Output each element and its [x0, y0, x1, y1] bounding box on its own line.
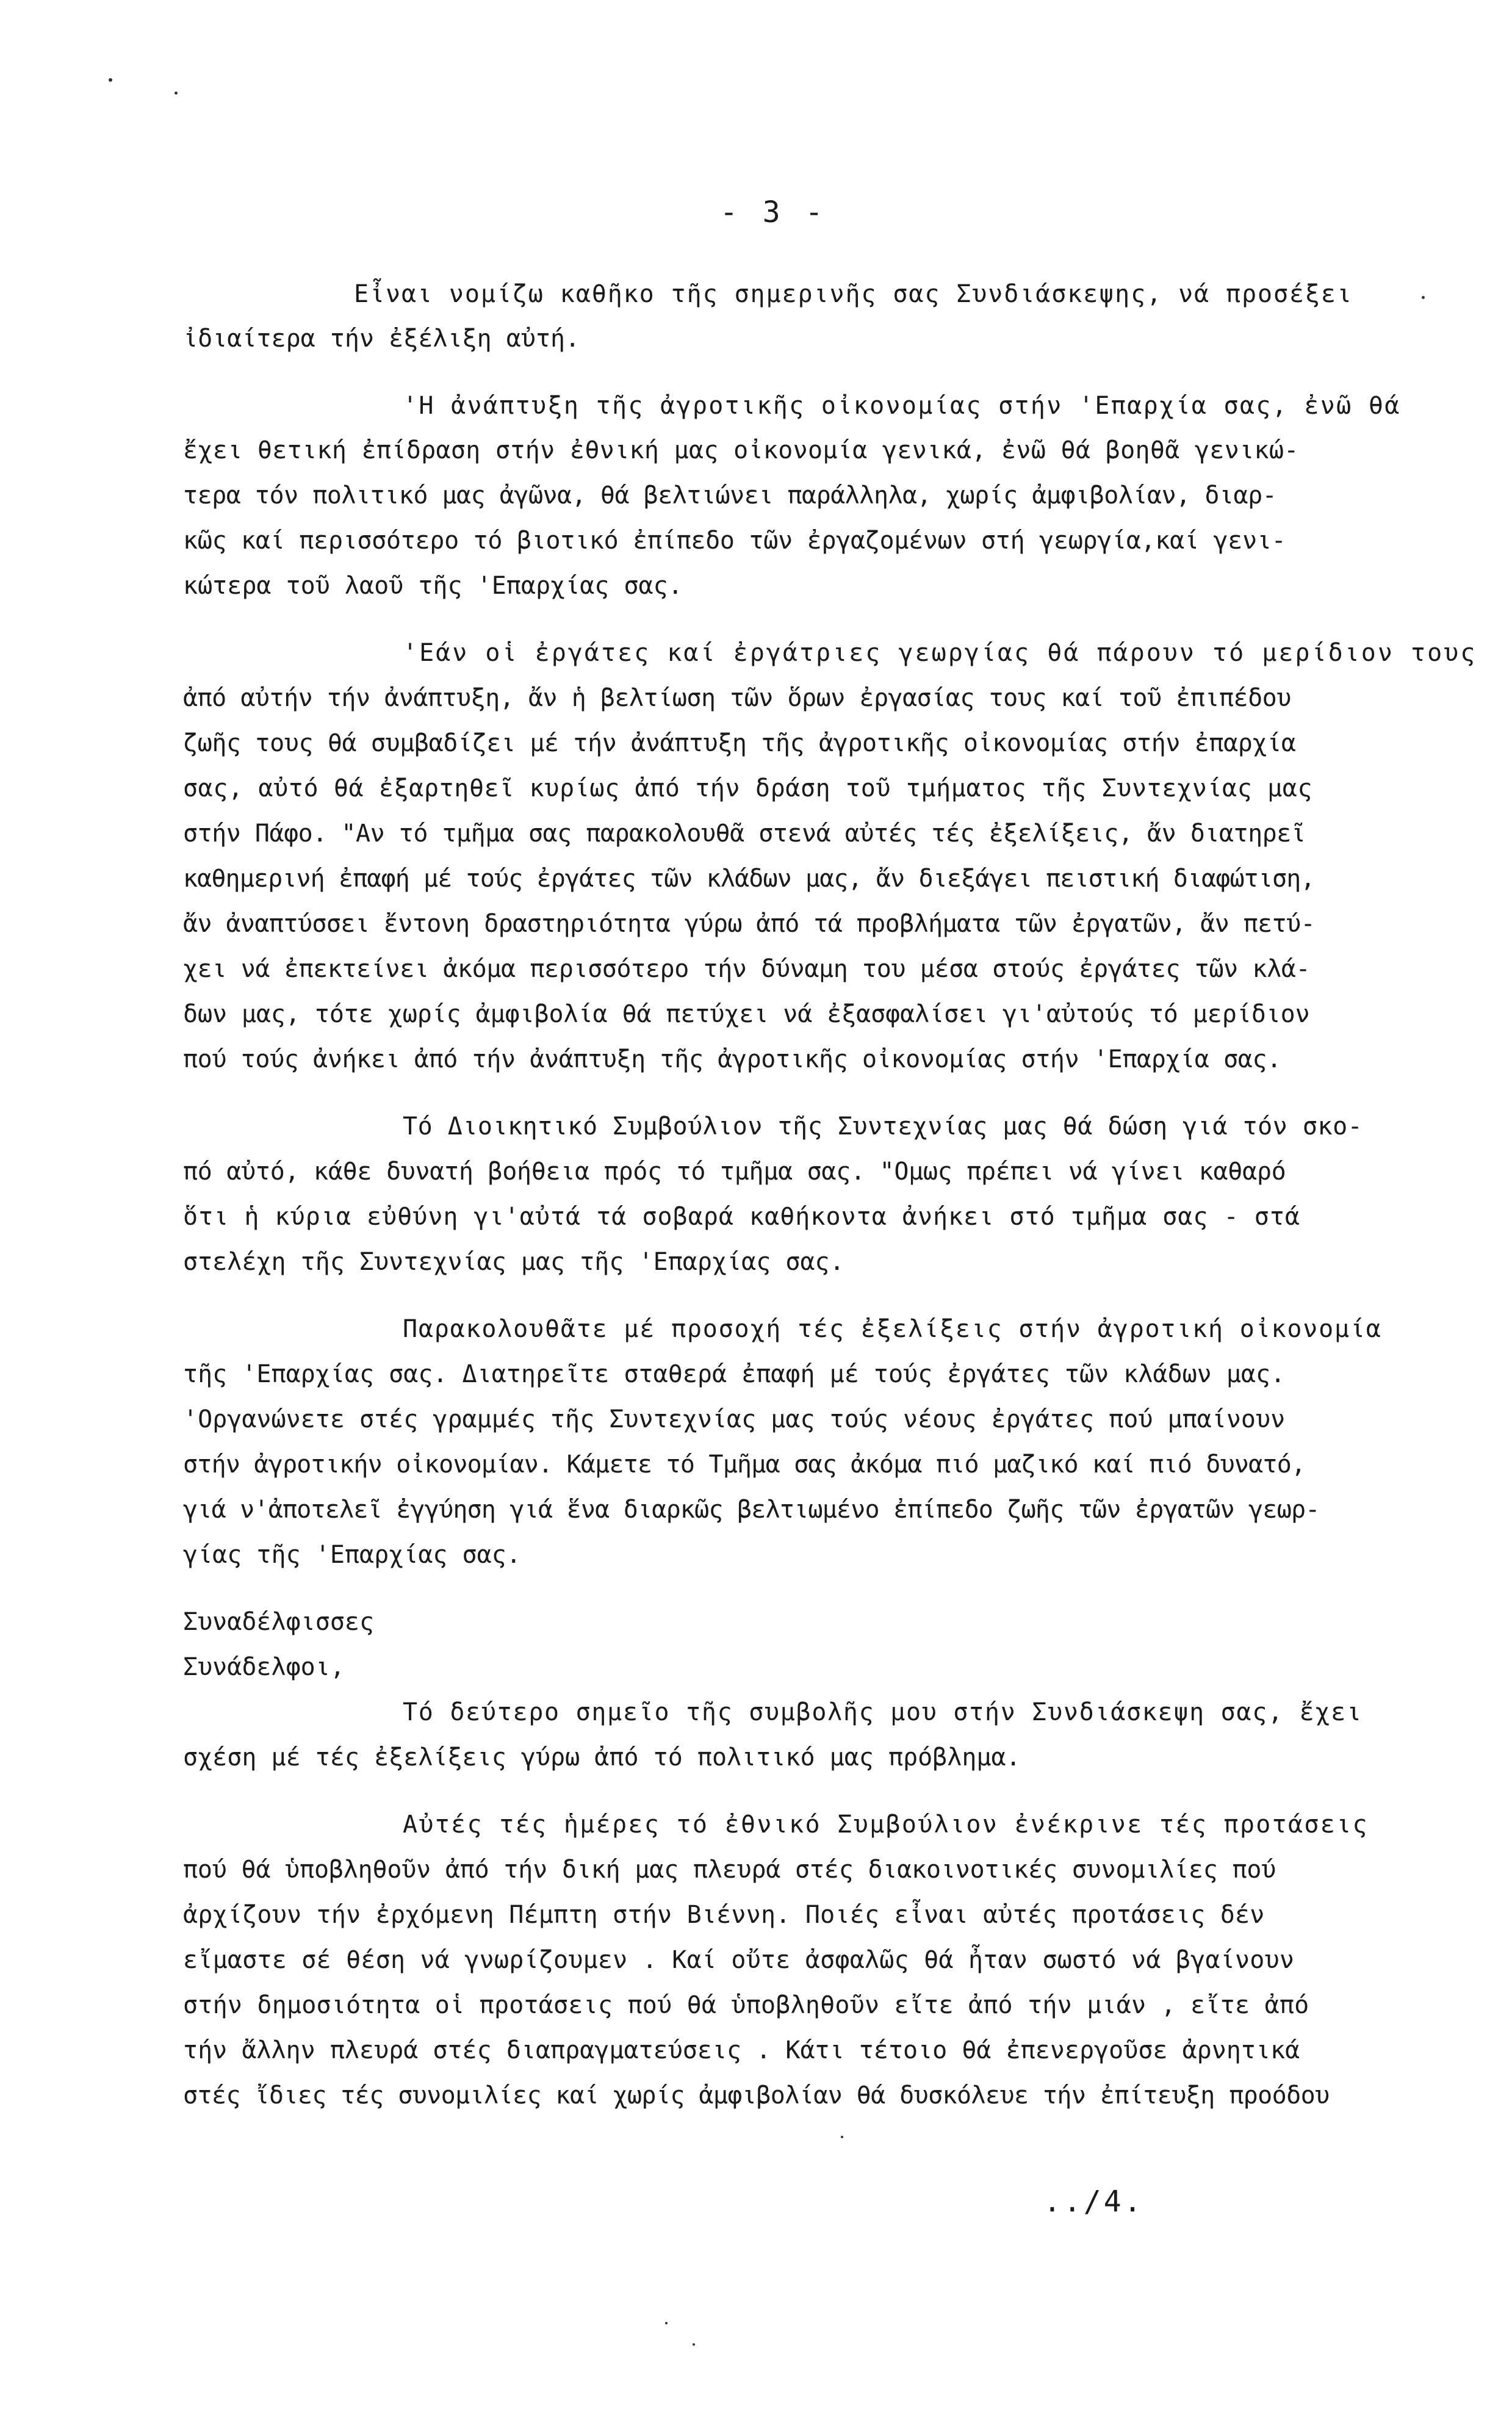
- salutation-line: Συνάδελφοι,: [183, 1653, 345, 1681]
- text-line: χει νά ἐπεκτείνει ἀκόμα περισσότερο τήν δύναμη του μέσα στούς ἐργάτες τῶν κλά-: [183, 955, 1311, 983]
- text-line: τήν ἄλλην πλευρά στές διαπραγματεύσεις . Κάτι τέτοιο θά ἐπενεργοῦσε ἀρνητικά: [183, 2036, 1300, 2064]
- text-line: ἔχει θετική ἐπίδραση στήν ἐθνική μας οἰκονομία γενικά, ἐνῶ θά βοηθᾶ γενικώ-: [183, 436, 1299, 464]
- text-line: στήν ἀγροτικήν οἰκονομίαν. Κάμετε τό Τμῆμα σας ἀκόμα πιό μαζικό καί πιό δυνατό,: [183, 1451, 1306, 1479]
- page-number: - 3 -: [720, 195, 827, 229]
- text-line: 'Εάν οἱ ἐργάτες καί ἐργάτριες γεωργίας θά πάρουν τό μερίδιον τους: [403, 639, 1477, 667]
- text-line: στήν Πάφο. "Αν τό τμῆμα σας παρακολουθᾶ στενά αὐτές τές ἐξελίξεις, ἄν διατηρεῖ: [183, 820, 1306, 848]
- continuation-marker: ../4.: [1043, 2185, 1144, 2219]
- text-line: κῶς καί περισσότερο τό βιοτικό ἐπίπεδο τῶν ἐργαζομένων στή γεωργία,καί γενι-: [183, 527, 1286, 555]
- scan-speck: [693, 2343, 695, 2346]
- text-line: γιά ν'ἀποτελεῖ ἐγγύηση γιά ἕνα διαρκῶς βελτιωμένο ἐπίπεδο ζωῆς τῶν ἐργατῶν γεωρ-: [183, 1496, 1320, 1524]
- text-line: στήν δημοσιότητα οἱ προτάσεις πού θά ὑποβληθοῦν εἴτε ἀπό τήν μιάν , εἴτε ἀπό: [183, 1991, 1309, 2019]
- scan-speck: [841, 2136, 843, 2138]
- text-line: πού θά ὑποβληθοῦν ἀπό τήν δική μας πλευρά στές διακοινοτικές συνομιλίες πού: [183, 1856, 1276, 1884]
- text-line: 'Η ἀνάπτυξη τῆς ἀγροτικῆς οἰκονομίας στήν 'Επαρχία σας, ἐνῶ θά: [403, 392, 1401, 420]
- text-line: Τό Διοικητικό Συμβούλιον τῆς Συντεχνίας μας θά δώση γιά τόν σκο-: [403, 1112, 1363, 1141]
- scan-speck: [665, 2322, 668, 2324]
- text-line: στελέχη τῆς Συντεχνίας μας τῆς 'Επαρχίας σας.: [183, 1248, 844, 1276]
- text-line: ἀπό αὐτήν τήν ἀνάπτυξη, ἄν ἡ βελτίωση τῶν ὅρων ἐργασίας τους καί τοῦ ἐπιπέδου: [183, 684, 1291, 712]
- text-line: εἴμαστε σέ θέση νά γνωρίζουμεν . Καί οὔτε ἀσφαλῶς θά ἦταν σωστό νά βγαίνουν: [183, 1946, 1295, 1974]
- text-line: τερα τόν πολιτικό μας ἀγῶνα, θά βελτιώνει παράλληλα, χωρίς ἀμφιβολίαν, διαρ-: [183, 481, 1277, 510]
- text-line: γίας τῆς 'Επαρχίας σας.: [183, 1541, 521, 1569]
- text-line: στές ἴδιες τές συνομιλίες καί χωρίς ἀμφιβολίαν θά δυσκόλευε τήν ἐπίτευξη προόδου: [183, 2081, 1330, 2110]
- text-line: πό αὐτό, κάθε δυνατή βοήθεια πρός τό τμῆμα σας. "Ομως πρέπει νά γίνει καθαρό: [183, 1158, 1286, 1186]
- text-line: καθημερινή ἐπαφή μέ τούς ἐργάτες τῶν κλάδων μας, ἄν διεξάγει πειστική διαφώτιση,: [183, 865, 1315, 893]
- scan-speck: [175, 92, 178, 95]
- text-line: σχέση μέ τές ἐξελίξεις γύρω ἀπό τό πολιτικό μας πρόβλημα.: [183, 1743, 1021, 1771]
- text-line: Εἶναι νομίζω καθῆκο τῆς σημερινῆς σας Συνδιάσκεψης, νά προσέξει: [354, 280, 1353, 308]
- scan-speck: [1422, 296, 1425, 299]
- text-line: σας, αὐτό θά ἐξαρτηθεῖ κυρίως ἀπό τήν δράση τοῦ τμήματος τῆς Συντεχνίας μας: [183, 774, 1313, 802]
- text-line: τῆς 'Επαρχίας σας. Διατηρεῖτε σταθερά ἐπαφή μέ τούς ἐργάτες τῶν κλάδων μας.: [183, 1360, 1286, 1388]
- text-line: δων μας, τότε χωρίς ἀμφιβολία θά πετύχει νά ἐξασφαλίσει γι'αὐτούς τό μερίδιον: [183, 1000, 1310, 1028]
- text-line: πού τούς ἀνήκει ἀπό τήν ἀνάπτυξη τῆς ἀγροτικῆς οἰκονομίας στήν 'Επαρχία σας.: [183, 1045, 1281, 1073]
- text-line: 'Οργανώνετε στές γραμμές τῆς Συντεχνίας μας τούς νέους ἐργάτες πού μπαίνουν: [183, 1405, 1286, 1433]
- salutation-line: Συναδέλφισσες: [183, 1608, 375, 1636]
- text-line: ἄν ἀναπτύσσει ἔντονη δραστηριότητα γύρω ἀπό τά προβλήματα τῶν ἐργατῶν, ἄν πετύ-: [183, 910, 1316, 938]
- text-line: Τό δεύτερο σημεῖο τῆς συμβολῆς μου στήν Συνδιάσκεψη σας, ἔχει: [403, 1698, 1363, 1726]
- text-line: Αὐτές τές ἡμέρες τό ἐθνικό Συμβούλιον ἐνέκρινε τές προτάσεις: [403, 1811, 1369, 1839]
- text-line: ζωῆς τους θά συμβαδίζει μέ τήν ἀνάπτυξη τῆς ἀγροτικῆς οἰκονομίας στήν ἐπαρχία: [183, 729, 1296, 757]
- text-line: ἰδιαίτερα τήν ἐξέλιξη αὐτή.: [183, 325, 580, 353]
- text-line: Παρακολουθᾶτε μέ προσοχή τές ἐξελίξεις στήν ἀγροτική οἰκονομία: [403, 1315, 1382, 1343]
- text-line: ἀρχίζουν τήν ἐρχόμενη Πέμπτη στήν Βιέννη. Ποιές εἶναι αὐτές προτάσεις δέν: [183, 1901, 1265, 1929]
- text-line: κώτερα τοῦ λαοῦ τῆς 'Επαρχίας σας.: [183, 572, 683, 600]
- scan-speck: [109, 78, 112, 82]
- text-line: ὅτι ἡ κύρια εὐθύνη γι'αὐτά τά σοβαρά καθήκοντα ἀνήκει στό τμῆμα σας - στά: [183, 1203, 1300, 1231]
